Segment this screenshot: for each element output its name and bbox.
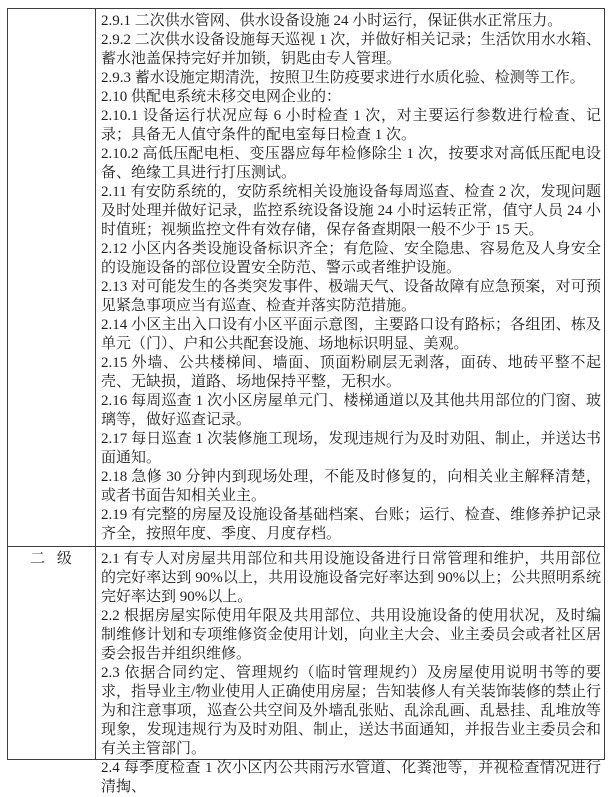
- standard-item: 2.1 有专人对房屋共用部位和共用设施设备进行日常管理和维护，共用部位的完好率达到 90%以上，共用设施设备完好率达到 90%以上；公共照明系统完好率达到 90%以上。: [101, 551, 601, 605]
- standard-item: 2.14 小区主出入口设有小区平面示意图，主要路口设有路标；各组团、栋及单元（门）、户和公共配套设施、场地标识明显、美观。: [101, 317, 601, 352]
- standard-item: 2.15 外墙、公共楼梯间、墙面、顶面粉刷层无剥落，面砖、地砖平整不起壳、无缺损，道路、场地保持平整，无积水。: [101, 355, 601, 390]
- standard-item: 2.10.2 高低压配电柜、变压器应每年检修除尘 1 次，按要求对高低压配电设备、绝缘工具进行打压测试。: [101, 146, 601, 181]
- service-standards-table: [7, 8, 605, 795]
- standard-item: 2.19 有完整的房屋及设施设备基础档案、台账；运行、检查、维修养护记录齐全，按照年度、季度、月度存档。: [101, 507, 601, 542]
- standard-item: 2.10 供配电系统未移交电网企业的：: [101, 89, 342, 105]
- level-label: 二 级: [30, 551, 73, 567]
- standard-item: 2.4 每季度检查 1 次小区内公共雨污水管道、化粪池等，并视检查情况进行清掏、: [101, 760, 601, 795]
- standard-item: 2.9.2 二次供水设备设施每天巡视 1 次，并做好相关记录；生活饮用水水箱、蓄水池盖保持完好并加锁，钥匙由专人管理。: [101, 32, 601, 67]
- standard-item: 2.10.1 设备运行状况应每 6 小时检查 1 次，对主要运行参数进行检查、记录；具备无人值守条件的配电室每日检查 1 次。: [101, 108, 601, 143]
- standard-item: 2.9.1 二次供水管网、供水设备设施 24 小时运行，保证供水正常压力。: [101, 13, 563, 29]
- standard-item: 2.9.3 蓄水设施定期清洗，按照卫生防疫要求进行水质化验、检测等工作。: [101, 70, 585, 86]
- content-cell-level-2: [96, 547, 605, 795]
- table-row-level-2: [8, 547, 605, 760]
- standard-item: 2.12 小区内各类设施设备标识齐全；有危险、安全隐患、容易危及人身安全的设施设备的部位设置安全防范、警示或者维护设施。: [101, 241, 601, 276]
- level-cell-empty: [8, 9, 96, 547]
- standard-item: 2.11 有安防系统的，安防系统相关设施设备每周巡查、检查 2 次，发现问题及时处理并做好记录，监控系统设备设施 24 小时运转正常，值守人员 24 小时值班；视频监控文件有效存储，保存备查期限一般不少于 15 天。: [101, 184, 601, 238]
- content-cell-continued: [96, 9, 605, 547]
- standards-list-continued: [96, 9, 604, 546]
- level-cell-label: [8, 547, 96, 760]
- standards-list-level-2: [96, 547, 604, 795]
- standard-item: 2.16 每周巡查 1 次小区房屋单元门、楼梯通道以及其他共用部位的门窗、玻璃等，做好巡查记录。: [101, 393, 601, 428]
- standard-item: 2.18 急修 30 分钟内到现场处理，不能及时修复的，向相关业主解释清楚，或者书面告知相关业主。: [101, 469, 601, 504]
- standard-item: 2.17 每日巡查 1 次装修施工现场，发现违规行为及时劝阻、制止，并送达书面通知。: [101, 431, 601, 466]
- standard-item: 2.13 对可能发生的各类突发事件、极端天气、设备故障有应急预案，对可预见紧急事项应当有巡查、检查并落实防范措施。: [101, 279, 601, 314]
- standard-item: 2.3 依据合同约定、管理规约（临时管理规约）及房屋使用说明书等的要求，指导业主/物业使用人正确使用房屋；告知装修人有关装饰装修的禁止行为和注意事项，巡查公共空间及外墙乱张贴、乱涂乱画、乱悬挂、乱堆放等现象，发现违规行为及时劝阻、制止，送达书面通知，并报告业主委员会和有关主管部门。: [101, 665, 601, 757]
- standard-item: 2.2 根据房屋实际使用年限及共用部位、共用设施设备的使用状况，及时编制维修计划和专项维修资金使用计划，向业主大会、业主委员会或者社区居委会报告并组织维修。: [101, 608, 601, 662]
- table-row-continued: [8, 9, 605, 547]
